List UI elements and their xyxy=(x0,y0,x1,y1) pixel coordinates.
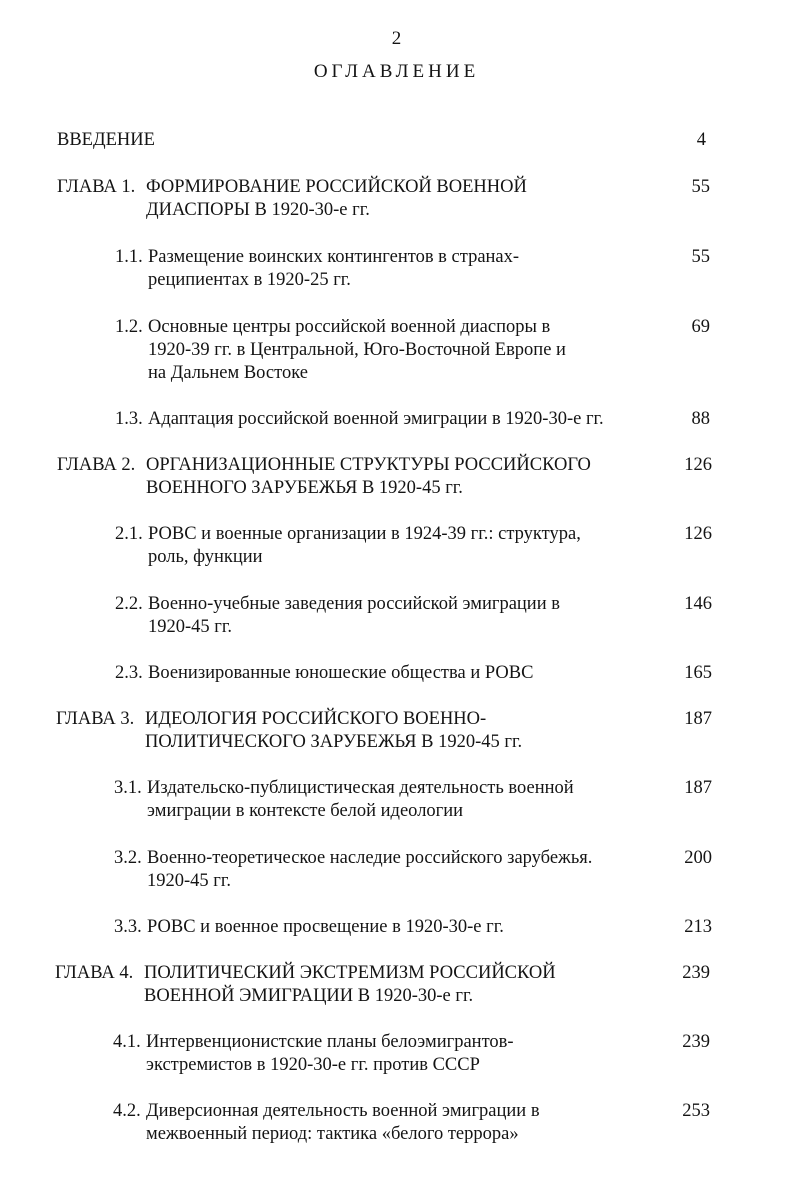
toc-entry-number: ГЛАВА 3. xyxy=(56,709,135,729)
toc-entry-number: ГЛАВА 1. xyxy=(57,177,136,197)
toc-entry-page: 55 xyxy=(691,177,710,197)
toc-entry-line: ИДЕОЛОГИЯ РОССИЙСКОГО ВОЕННО- xyxy=(145,709,487,729)
toc-entry-text xyxy=(146,1100,540,1146)
toc-title: ОГЛАВЛЕНИЕ xyxy=(313,61,480,82)
toc-entry-line: ВОЕННОЙ ЭМИГРАЦИИ В 1920-30-е гг. xyxy=(144,986,474,1006)
toc-entry-text xyxy=(148,408,604,431)
toc-entry-line: межвоенный период: тактика «белого террора» xyxy=(146,1124,519,1144)
toc-entry-number: 1.2. xyxy=(115,317,143,337)
toc-entry-number: 1.1. xyxy=(115,247,143,267)
toc-entry-line: ВОЕННОГО ЗАРУБЕЖЬЯ В 1920-45 гг. xyxy=(146,478,463,498)
toc-entry-number: 2.2. xyxy=(115,594,143,614)
toc-entry-line: ФОРМИРОВАНИЕ РОССИЙСКОЙ ВОЕННОЙ xyxy=(146,177,527,197)
toc-entry-line: Издательско-публицистическая деятельность военной xyxy=(147,778,574,798)
toc-entry-line: реципиентах в 1920-25 гг. xyxy=(148,270,351,290)
toc-entry-text xyxy=(147,777,574,823)
toc-entry-number: 3.3. xyxy=(114,917,142,937)
toc-entry-page: 213 xyxy=(684,917,712,937)
toc-entry-text xyxy=(148,662,533,685)
toc-entry-line: РОВС и военные организации в 1924-39 гг.: структура, xyxy=(148,524,581,544)
toc-entry-line: эмиграции в контексте белой идеологии xyxy=(147,801,464,821)
toc-entry-page: 200 xyxy=(684,848,712,868)
toc-entry-line: Военно-теоретическое наследие российского зарубежья. xyxy=(147,848,593,868)
toc-entry-line: ПОЛИТИЧЕСКОГО ЗАРУБЕЖЬЯ В 1920-45 гг. xyxy=(145,732,523,752)
toc-entry-text xyxy=(57,129,155,152)
toc-entry-line: роль, функции xyxy=(148,547,263,567)
toc-entry-page: 187 xyxy=(684,709,712,729)
toc-entry-line: Адаптация российской военной эмиграции в 1920-30-е гг. xyxy=(148,409,604,429)
toc-entry-line: Размещение воинских контингентов в странах- xyxy=(148,247,520,267)
toc-entry-page: 126 xyxy=(684,524,712,544)
toc-entry-page: 165 xyxy=(684,663,712,683)
toc-entry-text xyxy=(145,708,522,754)
toc-entry-page: 239 xyxy=(682,1032,710,1052)
toc-entry-text xyxy=(148,246,519,292)
toc-entry-page: 239 xyxy=(682,963,710,983)
toc-entry-number: 3.1. xyxy=(114,778,142,798)
toc-entry-line: ВВЕДЕНИЕ xyxy=(57,130,155,150)
toc-entry-line: экстремистов в 1920-30-е гг. против СССР xyxy=(146,1055,480,1075)
toc-entry-line: ПОЛИТИЧЕСКИЙ ЭКСТРЕМИЗМ РОССИЙСКОЙ xyxy=(144,963,556,983)
toc-entry-number: 2.3. xyxy=(115,663,143,683)
toc-entry-line: 1920-39 гг. в Центральной, Юго-Восточной Европе и xyxy=(148,340,566,360)
toc-entry-text xyxy=(146,176,527,222)
toc-entry-line: Военизированные юношеские общества и РОВС xyxy=(148,663,534,683)
toc-entry-text xyxy=(144,962,556,1008)
toc-entry-text xyxy=(148,316,566,385)
toc-entry-text xyxy=(146,454,591,500)
toc-entry-page: 187 xyxy=(684,778,712,798)
toc-entry-line: РОВС и военное просвещение в 1920-30-е гг. xyxy=(147,917,504,937)
toc-entry-line: ОРГАНИЗАЦИОННЫЕ СТРУКТУРЫ РОССИЙСКОГО xyxy=(146,455,591,475)
toc-entry-text xyxy=(147,847,592,893)
toc-entry-number: 4.2. xyxy=(113,1101,141,1121)
page-number: 2 xyxy=(391,28,402,49)
toc-entry-page: 69 xyxy=(691,317,710,337)
toc-entry-number: ГЛАВА 4. xyxy=(55,963,134,983)
toc-entry-number: 3.2. xyxy=(114,848,142,868)
toc-entry-text xyxy=(147,916,504,939)
toc-entry-line: на Дальнем Востоке xyxy=(148,363,308,383)
toc-entry-page: 55 xyxy=(691,247,710,267)
toc-entry-line: Основные центры российской военной диаспоры в xyxy=(148,317,551,337)
toc-entry-line: 1920-45 гг. xyxy=(147,871,231,891)
toc-entry-line: Диверсионная деятельность военной эмиграции в xyxy=(146,1101,540,1121)
toc-entry-number: 4.1. xyxy=(113,1032,141,1052)
toc-entry-text xyxy=(148,523,581,569)
toc-entry-line: Военно-учебные заведения российской эмиграции в xyxy=(148,594,560,614)
toc-entry-number: 2.1. xyxy=(115,524,143,544)
toc-entry-page: 126 xyxy=(684,455,712,475)
toc-entry-number: ГЛАВА 2. xyxy=(57,455,136,475)
toc-entry-page: 253 xyxy=(682,1101,710,1121)
toc-entry-line: ДИАСПОРЫ В 1920-30-е гг. xyxy=(146,200,370,220)
toc-entry-line: 1920-45 гг. xyxy=(148,617,232,637)
toc-entry-page: 88 xyxy=(691,409,710,429)
toc-entry-text xyxy=(146,1031,514,1077)
toc-entry-page: 146 xyxy=(684,594,712,614)
toc-entry-page: 4 xyxy=(696,130,706,150)
toc-entry-line: Интервенционистские планы белоэмигрантов- xyxy=(146,1032,514,1052)
toc-entry-text xyxy=(148,593,560,639)
toc-entry-number: 1.3. xyxy=(115,409,143,429)
